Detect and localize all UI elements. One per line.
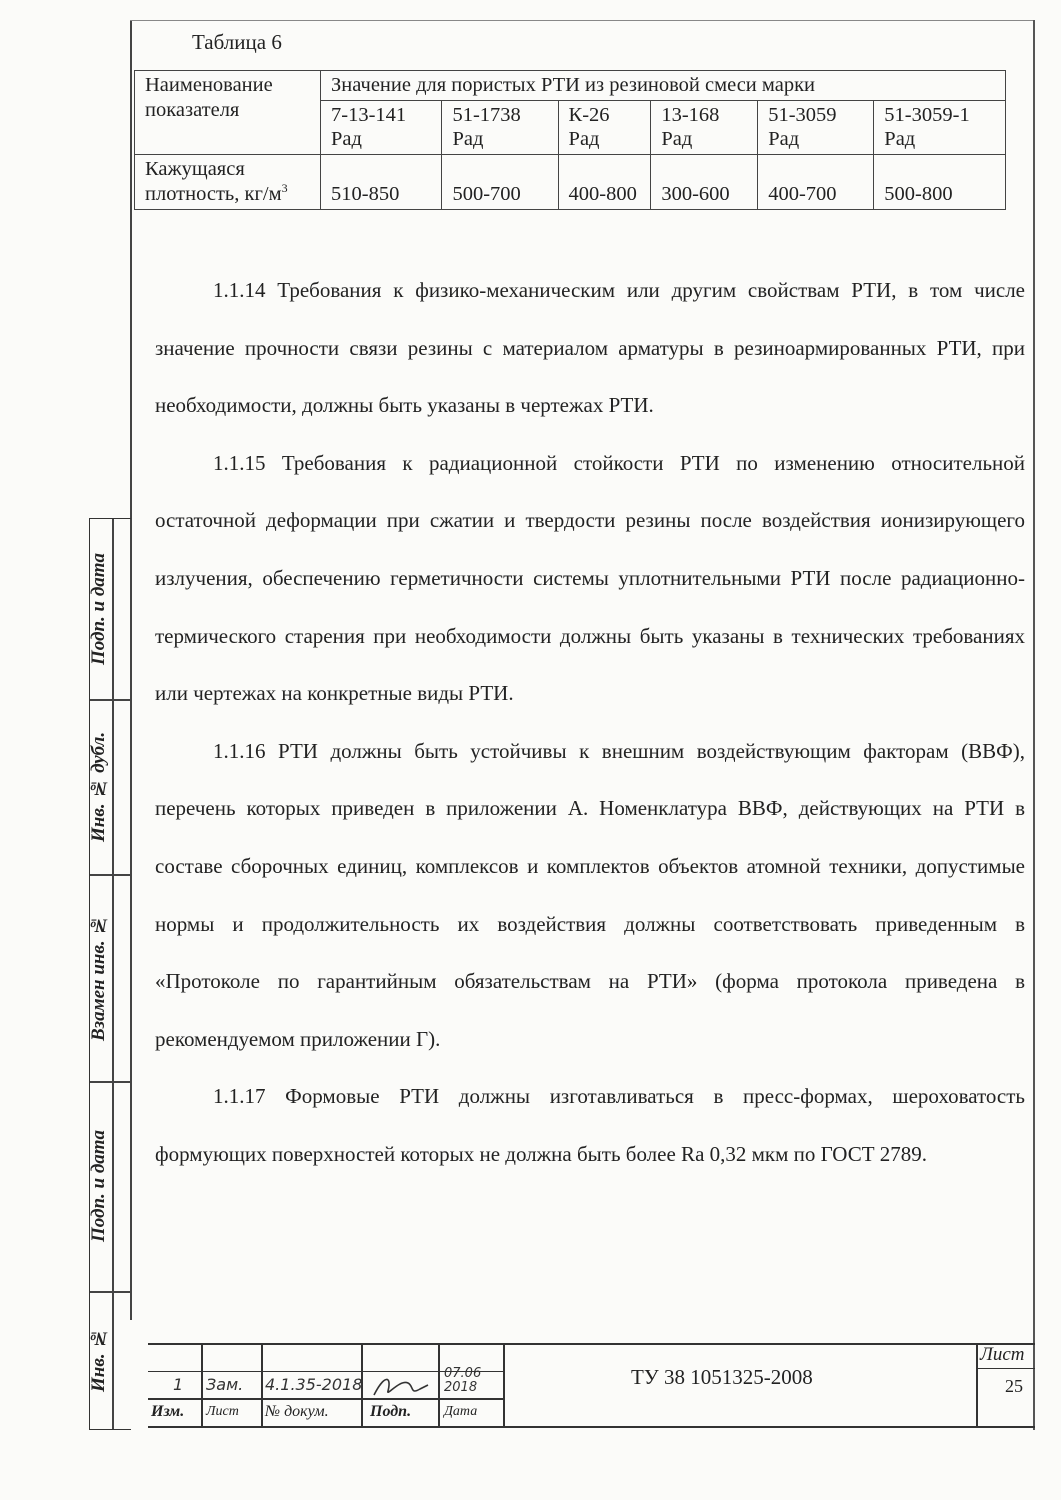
header-name-cell: Наименование показателя: [135, 71, 321, 155]
title-block-sheet-line: [976, 1368, 1035, 1369]
column-header: 7-13-141 Рад: [321, 100, 442, 154]
title-block-col-line: [976, 1343, 978, 1427]
handwritten-change-no: 1: [173, 1375, 184, 1394]
title-block: [148, 1343, 1035, 1427]
title-block-top-line: [148, 1343, 1035, 1345]
handwritten-sheet: Зам.: [206, 1375, 244, 1394]
row-label-cell: [135, 154, 321, 209]
side-label-replaced-inventory: Взамен инв. №: [88, 914, 109, 1041]
col-label-sheet: Лист: [206, 1404, 239, 1419]
title-block-col-line: [438, 1343, 440, 1427]
side-stamp-strip: [89, 518, 131, 1430]
col-label-signature: Подп.: [370, 1403, 412, 1420]
paragraph-1-1-17: 1.1.17 Формовые РТИ должны изготавливаться в пресс-формах, шероховатость формующих поверхностей которых не должна быть более Ra 0,32 мкм по ГОСТ 2789.: [155, 1084, 1025, 1166]
value-cell: 300-600: [651, 154, 758, 209]
value-cell: 400-800: [558, 154, 651, 209]
table-6: [134, 70, 1006, 210]
side-label-signature-date: Подп. и дата: [88, 552, 109, 666]
column-header: 13-168 Рад: [651, 100, 758, 154]
title-block-col-line: [503, 1343, 505, 1427]
frame-top-border: [130, 20, 1035, 21]
body-text: [155, 262, 1025, 1184]
row-label-exponent: 3: [281, 181, 288, 196]
column-header: 51-3059-1 Рад: [874, 100, 1006, 154]
side-label-inventory: Инв. №: [88, 1327, 109, 1393]
sheet-number: 25: [1005, 1376, 1023, 1396]
sheet-label: Лист: [980, 1344, 1025, 1365]
column-header: К-26 Рад: [558, 100, 651, 154]
side-strip-divider: [112, 519, 114, 1429]
value-cell: 510-850: [321, 154, 442, 209]
side-label-dup-inventory: Инв. № дубл.: [88, 731, 109, 842]
table-caption: Таблица 6: [192, 30, 282, 54]
handwritten-signature: [370, 1369, 432, 1399]
title-block-col-line: [201, 1343, 203, 1427]
document-code: ТУ 38 1051325-2008: [631, 1365, 813, 1389]
side-strip-separator: [90, 874, 131, 876]
value-cell: 400-700: [758, 154, 874, 209]
side-label-signature-date-2: Подп. и дата: [88, 1129, 109, 1243]
side-strip-separator: [90, 1081, 131, 1083]
paragraph-1-1-15: 1.1.15 Требования к радиационной стойкости РТИ по изменению относительной остаточной деформации при сжатии и твердости резины после воздействия ионизирующего излучения, обеспечению герметичности системы уплотнительными РТИ после радиационно-термического старения при необходимости должны быть указаны в технических требованиях или чертежах на конкретные виды РТИ.: [155, 450, 1025, 706]
col-label-date: Дата: [444, 1404, 478, 1419]
side-strip-separator: [90, 1291, 131, 1293]
title-block-col-line: [261, 1343, 263, 1427]
column-header: 51-1738 Рад: [442, 100, 558, 154]
handwritten-date: 07.06 2018: [444, 1366, 482, 1395]
paragraph-1-1-16: 1.1.16 РТИ должны быть устойчивы к внешним воздействующим факторам (ВВФ), перечень которых приведен в приложении А. Номенклатура ВВФ, действующих на РТИ в составе сборочных единиц, комплексов и комплектов объектов атомной техники, допустимые нормы и продолжительность их воздействия должны соответствовать приведенным в «Протоколе по гарантийным обязательствам на РТИ» (форма протокола приведена в рекомендуемом приложении Г).: [155, 738, 1025, 1051]
col-label-doc-no: № докум.: [265, 1403, 329, 1420]
frame-right-border: [1033, 20, 1035, 1430]
value-cell: 500-800: [874, 154, 1006, 209]
col-label-change: Изм.: [151, 1403, 185, 1420]
paragraph-1-1-14: 1.1.14 Требования к физико-механическим или другим свойствам РТИ, в том числе значение прочности связи резины с материалом арматуры в резиноармированных РТИ, при необходимости, должны быть указаны в чертежах РТИ.: [155, 278, 1025, 418]
handwritten-doc-no: 4.1.35-2018: [265, 1375, 363, 1394]
row-label: Кажущаяся плотность, кг/м: [145, 157, 282, 206]
side-strip-separator: [90, 699, 131, 701]
column-header: 51-3059 Рад: [758, 100, 874, 154]
header-group-cell: Значение для пористых РТИ из резиновой смеси марки: [321, 71, 1006, 101]
value-cell: 500-700: [442, 154, 558, 209]
title-block-bottom-line: [148, 1426, 1035, 1428]
